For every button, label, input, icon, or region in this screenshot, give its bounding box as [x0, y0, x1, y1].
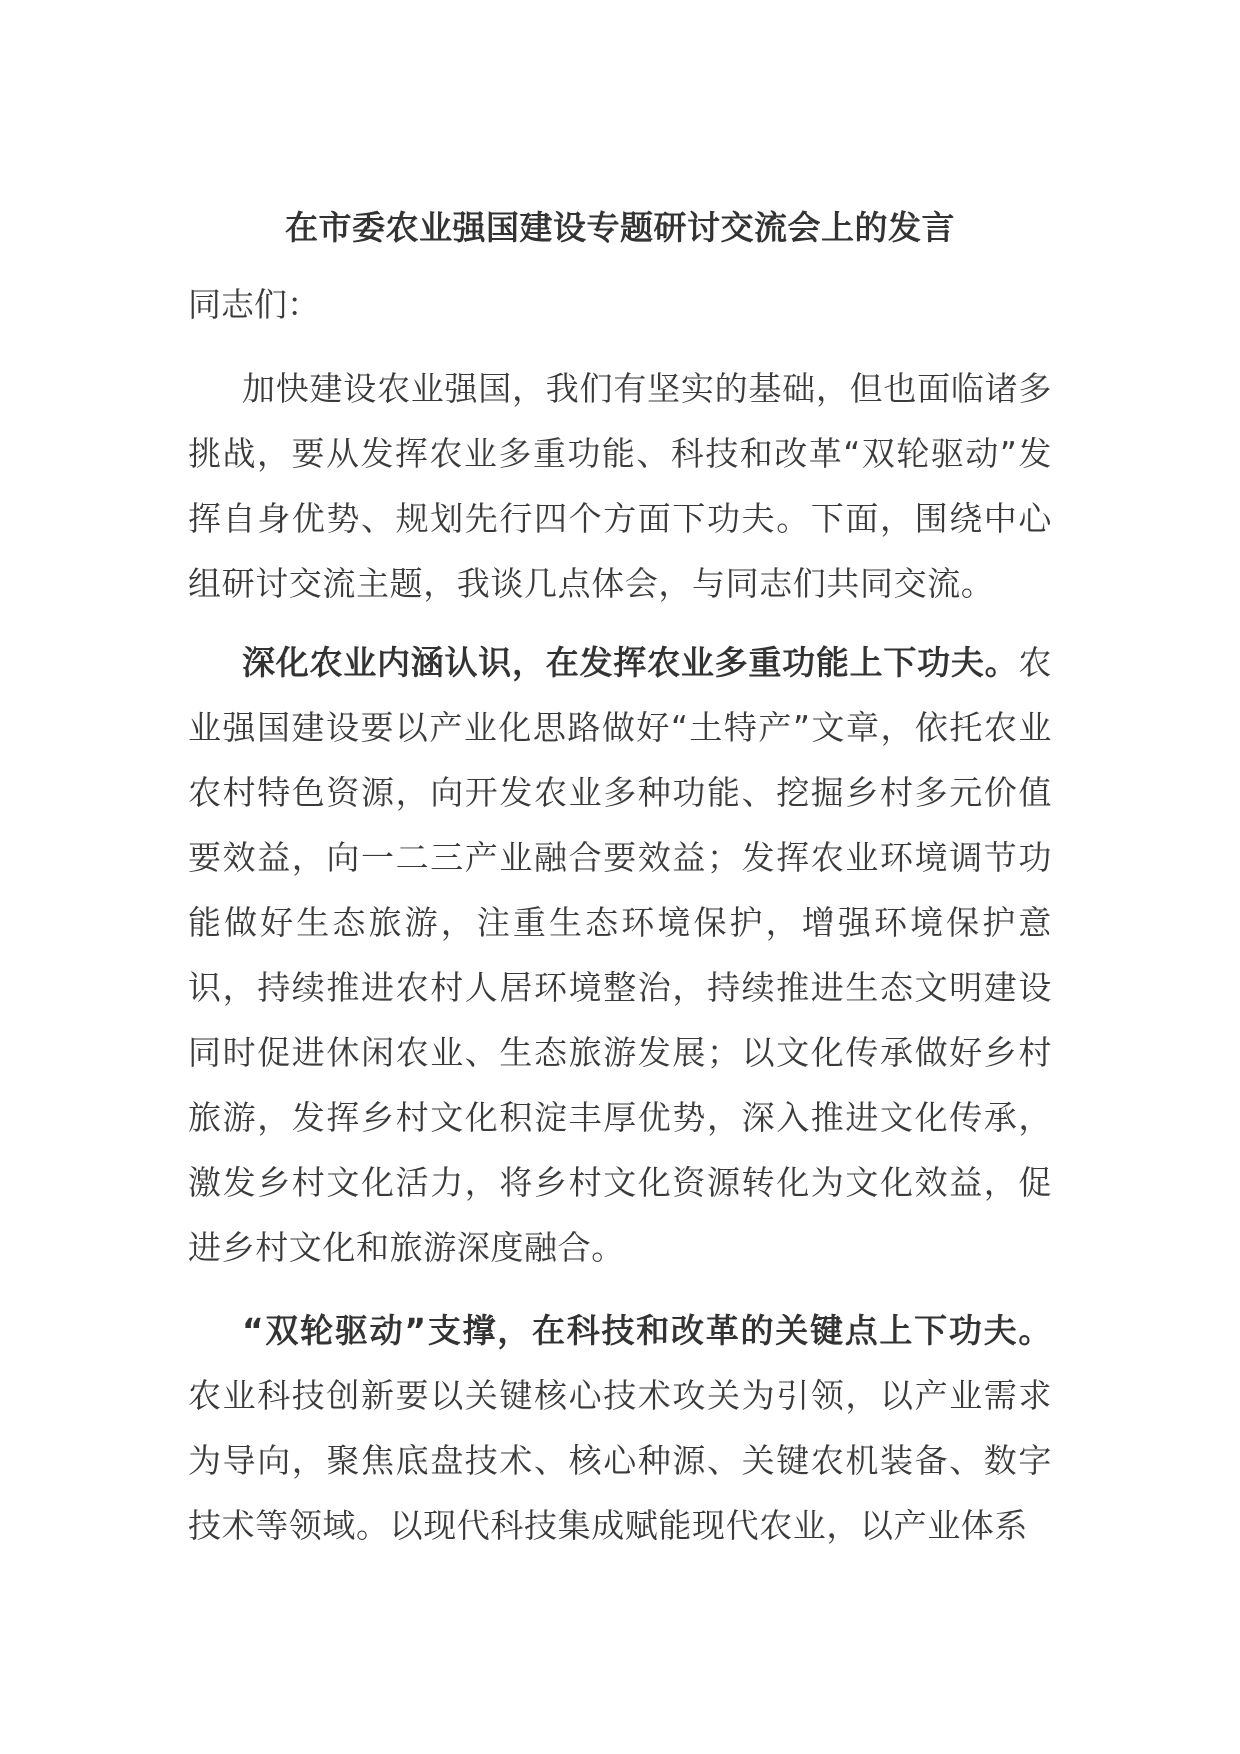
document-title: 在市委农业强国建设专题研讨交流会上的发言 — [285, 208, 955, 247]
paragraph-text: 农业强国建设要以产业化思路做好“土特产”文章，依托农业农村特色资源，向开发农业多种功能、挖掘乡村多元价值要效益，向一二三产业融合要效益；发挥农业环境调节功能做好生态旅游，注重生态环境保护，增强环境保护意识，持续推进农村人居环境整治，持续推进生态文明建设同时促进休闲农业、生态旅游发展；以文化传承做好乡村旅游，发挥乡村文化积淀丰厚优势，深入推进文化传承，激发乡村文化活力，将乡村文化资源转化为文化效益，促进乡村文化和旅游深度融合。 — [188, 643, 1052, 1267]
paragraph-intro — [188, 356, 1052, 616]
paragraph-dual-drive — [188, 1298, 1052, 1558]
paragraph-multifunction — [188, 630, 1052, 1280]
paragraph-lead-heading: “双轮驱动”支撑，在科技和改革的关键点上下功夫。 — [242, 1311, 1052, 1350]
paragraph-text: 农业科技创新要以关键核心技术攻关为引领，以产业需求为导向，聚焦底盘技术、核心种源、关键农机装备、数字技术等领域。以现代科技集成赋能现代农业，以产业体系 — [188, 1376, 1052, 1545]
salutation: 同志们： — [188, 285, 320, 324]
paragraph-lead-heading: 深化农业内涵认识，在发挥农业多重功能上下功夫。 — [242, 643, 1019, 682]
paragraph-text: 加快建设农业强国，我们有坚实的基础，但也面临诸多挑战，要从发挥农业多重功能、科技和改革“双轮驱动”发挥自身优势、规划先行四个方面下功夫。下面，围绕中心组研讨交流主题，我谈几点体会，与同志们共同交流。 — [188, 369, 1052, 603]
